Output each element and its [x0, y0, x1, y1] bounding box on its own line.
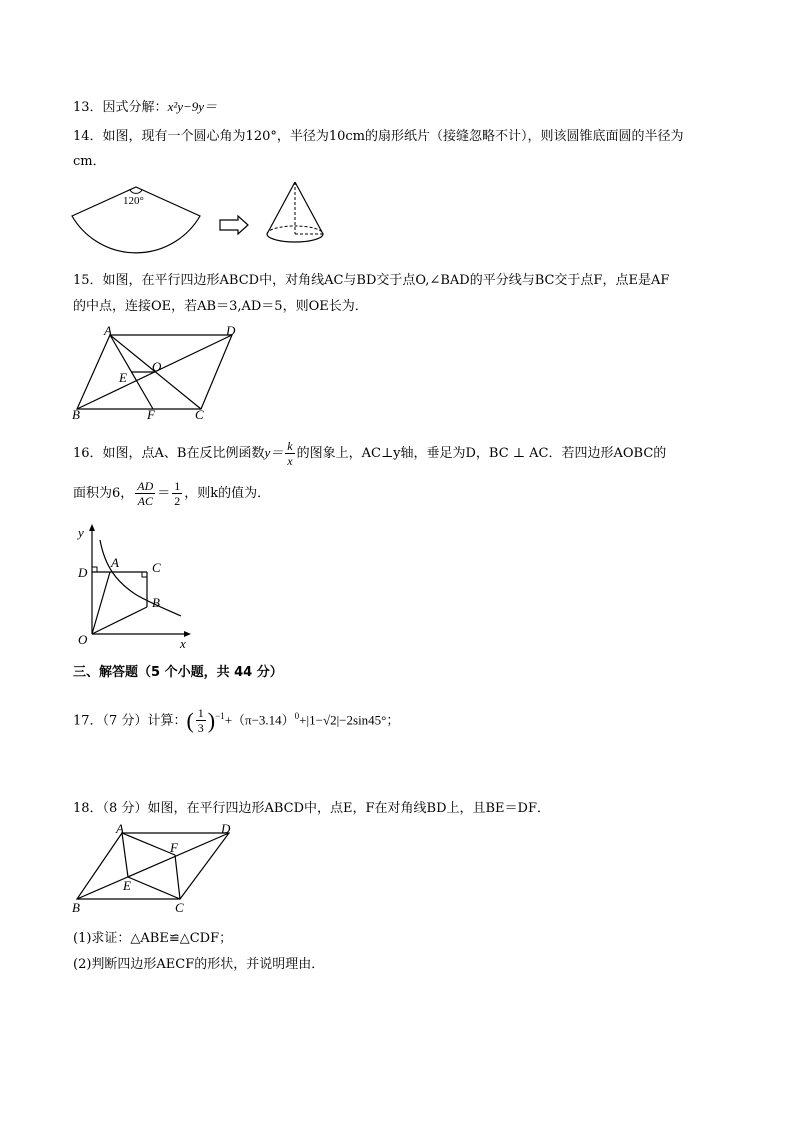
point-label-D: D [226, 323, 236, 338]
function-label: y＝ [264, 445, 284, 460]
fraction-denominator: AC [137, 494, 153, 508]
question-14-line-2 [73, 153, 106, 171]
question-text: 如图，现有一个圆心角为120°，半径为10cm的扇形纸片（接缝忽略不计），则该圆锥底面圆的半径为 [102, 129, 684, 144]
fraction-one-third [196, 706, 206, 735]
question-text: （8 分）如图，在平行四边形ABCD中，点E，F在对角线BD上，且BE＝DF． [102, 801, 550, 816]
point-label-O: O [152, 359, 162, 374]
angle-label: 120° [123, 195, 144, 207]
question-18-line-1 [73, 800, 550, 818]
question-text: 如图，点A、B在反比例函数 [102, 446, 265, 461]
point-label-C: C [152, 560, 161, 575]
fraction-numerator: 1 [197, 706, 204, 721]
question-15-line-1 [73, 272, 669, 290]
fraction-denominator: 3 [197, 721, 204, 736]
question-number: 17． [73, 713, 103, 729]
fraction-denominator: x [287, 454, 293, 468]
question-text: 如图，在平行四边形ABCD中，对角线AC与BD交于点O,∠BAD的平分线与BC交于点F，点E是AF [102, 273, 670, 288]
question-text: 因式分解： [102, 100, 168, 115]
question-text: 面积为6， [73, 486, 134, 501]
point-label-C: C [195, 407, 204, 422]
point-label-B: B [72, 900, 80, 915]
question-score: （7 分）计算： [102, 713, 187, 729]
point-label-F: F [147, 407, 155, 422]
question-text: 的中点，连接OE，若AB＝3,AD＝5，则OE长为． [73, 299, 368, 314]
question-text: ，则k的值为． [184, 486, 271, 501]
point-label-A: A [104, 323, 112, 338]
question-number: 18． [73, 801, 103, 816]
question-14-line-1 [73, 128, 684, 146]
point-label-D: D [221, 821, 231, 836]
question-number: 14． [73, 129, 103, 144]
fraction-numerator: AD [137, 479, 154, 493]
question-number: 16． [73, 446, 103, 461]
point-label-F: F [170, 840, 178, 855]
equals-sign: ＝ [157, 486, 171, 501]
cone-shape [267, 182, 323, 242]
section-heading: 三、解答题（5 个小题，共 44 分） [73, 665, 283, 680]
point-label-E: E [119, 370, 127, 385]
math-expression: +（π−3.14） [224, 712, 295, 728]
right-paren: ) [207, 707, 216, 733]
angle-arc [130, 190, 142, 193]
point-label-A: A [111, 555, 119, 570]
point-label-B: B [152, 595, 160, 610]
point-label-B: B [72, 407, 80, 422]
sector-to-cone-figure [70, 182, 370, 272]
parallelogram-figure-18 [70, 823, 250, 918]
question-number: 13． [73, 100, 103, 115]
question-16-line-1 [73, 438, 666, 469]
point-label-D: D [78, 565, 88, 580]
fraction-numerator: k [287, 439, 293, 453]
fraction-k-over-x [285, 439, 294, 468]
arrow-icon [220, 216, 248, 234]
question-15-line-2 [73, 298, 368, 316]
fraction-denominator: 2 [174, 494, 181, 508]
math-expression: x²y−9y＝ [167, 99, 218, 114]
question-text: cm． [73, 154, 106, 169]
point-label-O: O [78, 632, 88, 647]
question-13 [73, 98, 217, 117]
question-number: 15． [73, 273, 103, 288]
point-label-E: E [123, 878, 131, 893]
question-16-line-2 [73, 478, 270, 510]
fraction-numerator: 1 [174, 479, 181, 493]
left-paren: ( [186, 707, 194, 733]
question-17 [73, 698, 399, 739]
inverse-function-figure [73, 522, 203, 652]
math-expression: +|1−√2|−2sin45°； [299, 712, 400, 728]
fraction-ad-over-ac [135, 479, 155, 508]
question-18-sub-1: (1)求证：△ABE≌△CDF； [73, 931, 233, 946]
exponent: −1 [215, 711, 225, 721]
point-label-A: A [116, 821, 124, 836]
question-text: 的图象上，AC⊥y轴，垂足为D，BC ⊥ AC．若四边形AOBC的 [296, 446, 667, 461]
exponent: 0 [294, 711, 300, 721]
parallelogram-figure-15 [70, 325, 250, 420]
point-label-C: C [175, 900, 184, 915]
axis-label-x: x [180, 636, 186, 651]
axis-label-y: y [78, 525, 84, 540]
fraction-one-half [172, 479, 182, 508]
question-18-sub-2: (2)判断四边形AECF的形状，并说明理由． [73, 957, 325, 972]
